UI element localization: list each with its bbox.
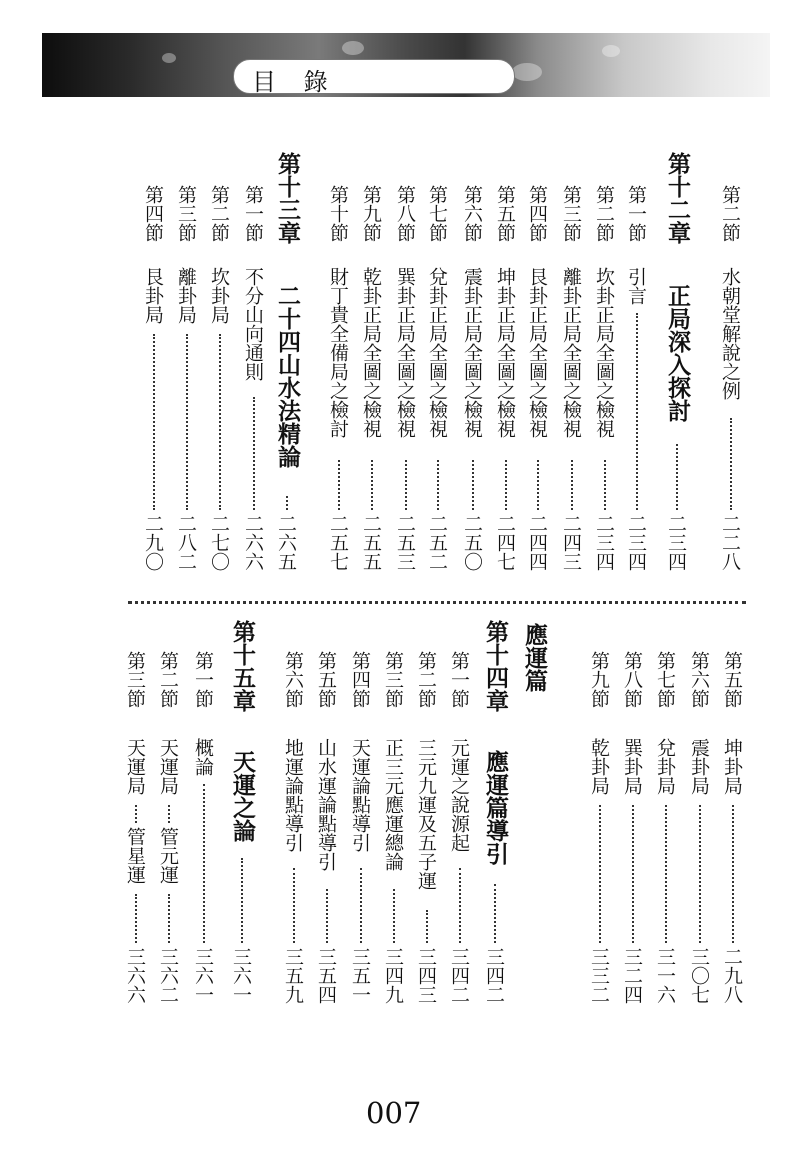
chapter-title: 天運之論 [229,750,256,842]
section-label: 第六節 [461,185,483,242]
page-ref: 二三四 [593,514,615,571]
leader-dots [571,460,573,510]
leader-dots [472,460,474,510]
section-title: 震卦正局全圖之檢視 [461,267,483,438]
page-ref: 三四三 [415,947,437,1004]
section-label: 第九節 [588,651,610,708]
page-ref: 二四三 [560,514,582,571]
page-ref: 二三四 [665,514,687,571]
section-label: 第九節 [360,185,382,242]
leader-dots [604,460,606,510]
page-ref: 二五三 [394,514,416,571]
section-title: 三元九運及五子運 [415,738,437,890]
page-ref: 二五五 [360,514,382,571]
leader-dots [135,894,137,943]
page-ref: 三二四 [621,947,643,1004]
section-title: 天運局 [157,738,179,795]
section-title: 艮卦正局全圖之檢視 [526,267,548,438]
chapter-title: 正局深入探討 [664,284,691,422]
page-ref: 二五七 [327,514,349,571]
leader-dots [494,884,496,943]
chapter-label: 第十四章 [482,620,509,712]
section-label: 第三節 [382,651,404,708]
page-ref: 二七〇 [208,514,230,571]
leader-dots [459,868,461,943]
page-ref: 三四二 [483,947,505,1004]
page-number: 007 [366,1096,422,1130]
leader-dots [168,894,170,943]
section-title: 天運局 [124,738,146,795]
page-ref: 二五〇 [461,514,483,571]
leader-dots [203,784,205,943]
leader-dots [405,460,407,510]
chapter-label: 第十三章 [274,152,301,244]
leader-dots [219,334,221,510]
leader-dots [732,805,734,943]
section-divider [128,601,746,604]
page-ref: 三四九 [382,947,404,1004]
leader-dots [286,496,288,510]
page-ref: 三五一 [349,947,371,1004]
section-title: 正三元應運總論 [382,738,404,871]
page-ref: 二五二 [426,514,448,571]
page-ref: 二二八 [719,514,741,571]
section-subtitle: 管元運 [157,827,179,884]
section-label: 第三節 [175,185,197,242]
section-label: 第六節 [282,651,304,708]
leader-dots [153,334,155,510]
leader-dots [426,910,428,943]
leader-dots [338,460,340,510]
section-label: 第一節 [192,651,214,708]
section-title: 巽卦正局全圖之檢視 [394,267,416,438]
section-label: 第五節 [721,651,743,708]
section-title: 艮卦局 [142,267,164,324]
leader-dots [699,805,701,943]
leader-dots [632,805,634,943]
leader-dots [168,805,170,823]
section-title: 地運論點導引 [282,738,304,852]
section-title: 財丁貴全備局之檢討 [327,267,349,438]
leader-dots [665,805,667,943]
leader-dots [360,868,362,943]
section-label: 第三節 [560,185,582,242]
section-label: 第二節 [593,185,615,242]
page-ref: 二八二 [175,514,197,571]
section-label: 第六節 [688,651,710,708]
section-label: 第三節 [124,651,146,708]
section-label: 第八節 [621,651,643,708]
leader-dots [135,805,137,823]
chapter-title: 應運篇導引 [482,750,509,865]
section-label: 第二節 [415,651,437,708]
section-title: 天運論點導引 [349,738,371,852]
section-title: 離卦局 [175,267,197,324]
section-title: 兌卦正局全圖之檢視 [426,267,448,438]
page-ref: 二九〇 [142,514,164,571]
page-ref: 三一六 [654,947,676,1004]
leader-dots [537,460,539,510]
section-label: 第二節 [719,185,741,242]
leader-dots [393,889,395,943]
leader-dots [676,444,678,510]
page-ref: 三六六 [124,947,146,1004]
section-title: 坎卦正局全圖之檢視 [593,267,615,438]
leader-dots [505,460,507,510]
leader-dots [636,313,638,510]
section-title: 水朝堂解說之例 [719,267,741,400]
section-label: 第八節 [394,185,416,242]
page-ref: 二四七 [494,514,516,571]
leader-dots [186,334,188,510]
section-title: 乾卦局 [588,738,610,795]
page-ref: 三五四 [315,947,337,1004]
chapter-label: 第十二章 [664,152,691,244]
chapter-label: 第十五章 [229,620,256,712]
leader-dots [253,397,255,510]
part-heading: 應運篇 [521,623,548,692]
section-title: 兌卦局 [654,738,676,795]
section-title: 坤卦正局全圖之檢視 [494,267,516,438]
header-title-pill [233,59,515,94]
section-label: 第五節 [494,185,516,242]
page-ref: 三六二 [157,947,179,1004]
leader-dots [599,805,601,943]
section-title: 元運之說源起 [448,738,470,852]
leader-dots [326,889,328,943]
page-ref: 三〇七 [688,947,710,1004]
section-label: 第一節 [448,651,470,708]
chapter-title: 二十四山水法精論 [274,284,301,468]
section-label: 第二節 [208,185,230,242]
page-ref: 三六一 [230,947,252,1004]
page-ref: 三三二 [588,947,610,1004]
section-title: 引言 [625,267,647,305]
section-label: 第十節 [327,185,349,242]
section-title: 巽卦局 [621,738,643,795]
section-label: 第四節 [349,651,371,708]
section-title: 坎卦局 [208,267,230,324]
leader-dots [371,460,373,510]
section-title: 震卦局 [688,738,710,795]
section-label: 第二節 [157,651,179,708]
page-ref: 三五九 [282,947,304,1004]
leader-dots [730,418,732,510]
page-ref: 三四二 [448,947,470,1004]
section-label: 第七節 [426,185,448,242]
section-label: 第一節 [625,185,647,242]
leader-dots [241,858,243,943]
page-ref: 三六一 [192,947,214,1004]
section-title: 概論 [192,738,214,776]
section-label: 第四節 [526,185,548,242]
page-title: 目 錄 [252,68,338,96]
leader-dots [437,460,439,510]
section-title: 坤卦局 [721,738,743,795]
section-label: 第七節 [654,651,676,708]
section-title: 山水運論點導引 [315,738,337,871]
page-ref: 二四四 [526,514,548,571]
section-title: 不分山向通則 [242,267,264,381]
page-ref: 二六六 [242,514,264,571]
page-ref: 二三四 [625,514,647,571]
section-label: 第四節 [142,185,164,242]
page-ref: 二九八 [721,947,743,1004]
section-label: 第一節 [242,185,264,242]
leader-dots [293,868,295,943]
section-title: 離卦正局全圖之檢視 [560,267,582,438]
section-title: 乾卦正局全圖之檢視 [360,267,382,438]
section-subtitle: 管星運 [124,827,146,884]
section-label: 第五節 [315,651,337,708]
page-ref: 二六五 [275,514,297,571]
